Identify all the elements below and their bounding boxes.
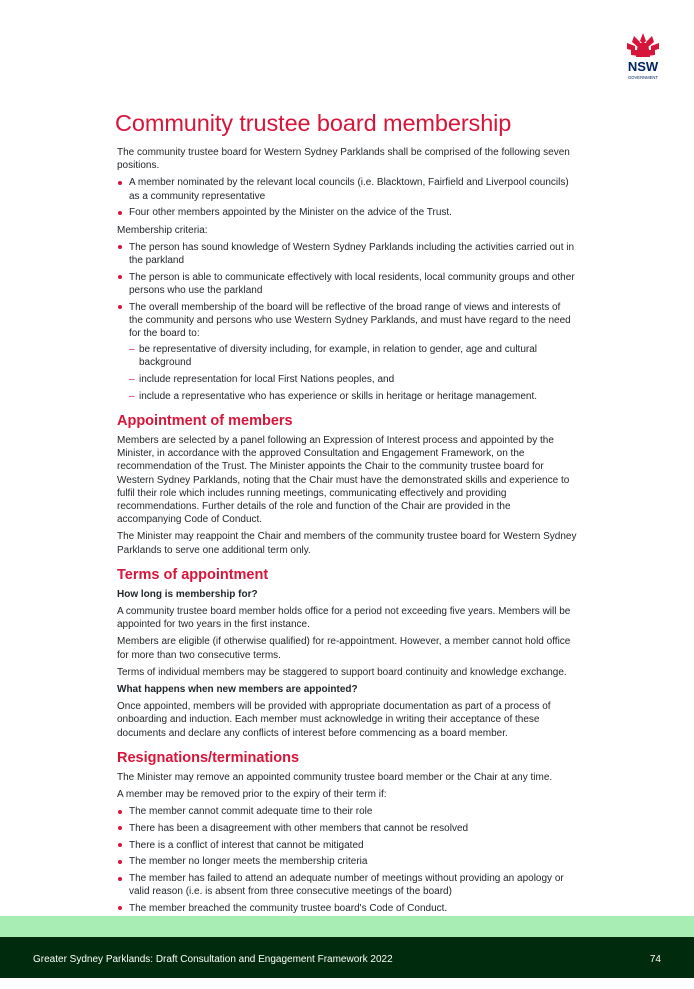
criteria-sub-list bbox=[129, 343, 577, 403]
terms-question: How long is membership for? bbox=[117, 588, 258, 600]
appointment-paragraph: The Minister may reappoint the Chair and members of the community trustee board for Western Sydney Parklands to serve one additional term only. bbox=[117, 531, 577, 556]
terms-paragraph: A community trustee board member holds office for a period not exceeding five years. Members will be appointed for two years in the first instance. bbox=[117, 605, 571, 631]
nsw-government-logo bbox=[622, 30, 664, 86]
list-item: There is a conflict of interest that cannot be mitigated bbox=[117, 839, 577, 852]
list-item bbox=[117, 301, 577, 403]
list-item: The member breached the community trustee board's Code of Conduct. bbox=[117, 902, 577, 915]
footer bbox=[0, 937, 694, 978]
sub-list-item: – include a representative who has experience or skills in heritage or heritage management. bbox=[129, 390, 577, 403]
resignations-list bbox=[117, 805, 577, 915]
footer-title: Greater Sydney Parklands: Draft Consultation and Engagement Framework 2022 bbox=[33, 954, 393, 965]
list-item: A member nominated by the relevant local councils (i.e. Blacktown, Fairfield and Liverpool councils) as a community representative bbox=[117, 176, 577, 202]
list-item: The member no longer meets the membership criteria bbox=[117, 855, 577, 868]
sub-list-item: – include representation for local First Nations peoples, and bbox=[129, 373, 577, 386]
appointment-heading: Appointment of members bbox=[117, 412, 293, 429]
logo-subtext: GOVERNMENT bbox=[627, 75, 659, 80]
list-item-text: The overall membership of the board will be reflective of the broad range of views and interests of the community and persons who use Western Sydney Parklands, and must have regard to the need for the board to: bbox=[129, 301, 571, 339]
page-title: Community trustee board membership bbox=[115, 110, 512, 136]
resignations-paragraph: The Minister may remove an appointed community trustee board member or the Chair at any time. bbox=[117, 771, 553, 783]
terms-question: What happens when new members are appointed? bbox=[117, 684, 358, 695]
waratah-icon bbox=[627, 33, 659, 57]
resignations-heading: Resignations/terminations bbox=[117, 749, 300, 766]
list-item: The person has sound knowledge of Western Sydney Parklands including the activities carried out in the parkland bbox=[117, 241, 577, 267]
list-item: The member has failed to attend an adequate number of meetings without providing an apology or valid reason (i.e. is absent from three consecutive meetings of the board) bbox=[117, 872, 577, 898]
list-item: Four other members appointed by the Minister on the advice of the Trust. bbox=[117, 206, 577, 219]
terms-paragraph: Once appointed, members will be provided with appropriate documentation as part of a process of onboarding and induction. Each member must acknowledge in writing their acceptance of these documents and declare any conflicts of interest before commencing as a board member. bbox=[117, 701, 551, 739]
terms-heading: Terms of appointment bbox=[117, 566, 269, 583]
footer-accent-band bbox=[0, 916, 694, 937]
logo-text: NSW bbox=[627, 59, 659, 74]
terms-paragraph: Members are eligible (if otherwise qualified) for re-appointment. However, a member cannot hold office for more than two consecutive terms. bbox=[117, 636, 571, 661]
resignations-paragraph: A member may be removed prior to the expiry of their term if: bbox=[117, 789, 387, 801]
appointment-paragraph: Members are selected by a panel following an Expression of Interest process and appointed by the Minister, in accordance with the approved Consultation and Engagement Framework, on the recommendation of the Trust. The Minister appoints the Chair to the community trustee board for Western Sydney Parklands, noting that the Chair must have the demonstrated skills and experience to fulfil their role which includes running meetings, communicating effectively and providing recommendations. Further details of the role and function of the Chair are provided in the accompanying Code of Conduct. bbox=[117, 434, 570, 526]
list-item: The person is able to communicate effectively with local residents, local community groups and other persons who use the parkland bbox=[117, 271, 577, 297]
criteria-list bbox=[117, 241, 577, 403]
list-item: The member cannot commit adequate time to their role bbox=[117, 805, 577, 818]
criteria-label: Membership criteria: bbox=[117, 224, 208, 236]
terms-paragraph: Terms of individual members may be staggered to support board continuity and knowledge exchange. bbox=[117, 666, 567, 678]
sub-list-item: – be representative of diversity including, for example, in relation to gender, age and cultural background bbox=[129, 343, 577, 369]
page-content bbox=[117, 108, 577, 919]
page-number: 74 bbox=[649, 954, 661, 965]
intro-paragraph: The community trustee board for Western Sydney Parklands shall be comprised of the following seven positions. bbox=[117, 147, 570, 172]
positions-list bbox=[117, 176, 577, 219]
list-item: There has been a disagreement with other members that cannot be resolved bbox=[117, 822, 577, 835]
